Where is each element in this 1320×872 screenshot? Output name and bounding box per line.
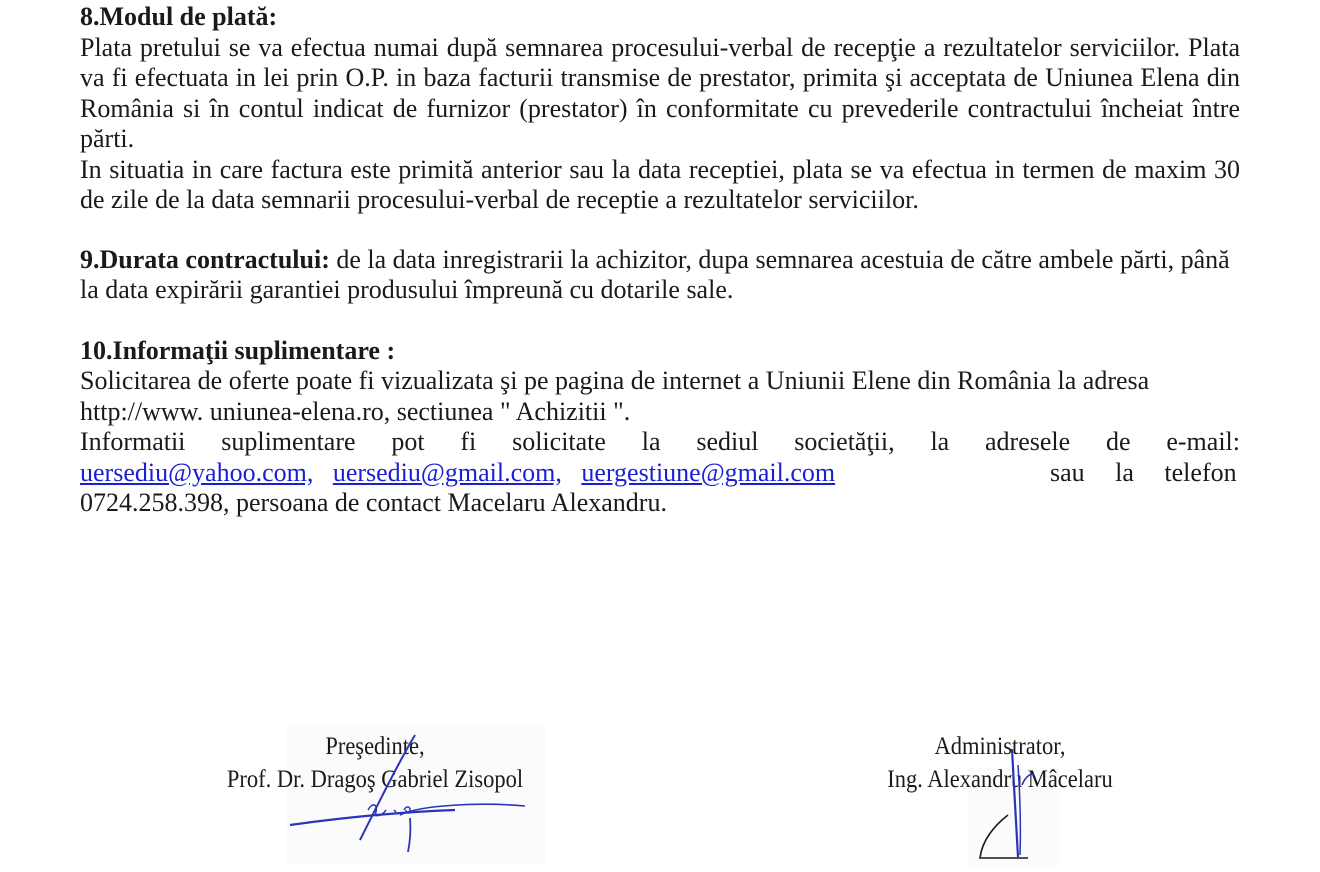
- section-8-paragraph-1: Plata pretului se va efectua numai după semnarea procesului-verbal de recepţie a rezultatelor serviciilor. Plata va fi efectuata in lei prin O.P. in baza facturii transmise de prestator, primita şi acceptata de Uniunea Elena din România si în contul indicat de furnizor (prestator) în conformitate cu prevederile contractului încheiat între părti.: [80, 32, 1240, 153]
- word: adresele: [985, 427, 1071, 456]
- contact-intro-line: [80, 427, 1240, 458]
- section-9-text: de la data inregistrarii la achizitor, dupa semnarea acestuia de către ambele părti, până la data expirării garantiei produsului împreună cu dotarile sale.: [80, 244, 1230, 304]
- signature-block-administrator: [784, 730, 1216, 796]
- word: pot: [391, 427, 425, 456]
- contact-phone-line: 0724.258.398, persoana de contact Macelaru Alexandru.: [80, 488, 667, 517]
- signature-block-president: [182, 730, 569, 796]
- section-8-paragraph-2: In situatia in care factura este primită anterior sau la data receptiei, plata se va efectua in termen de maxim 30 de zile de la data semnarii procesului-verbal de receptie a rezultatelor serviciilor.: [80, 154, 1240, 214]
- email-link-yahoo[interactable]: uersediu@yahoo.com,: [80, 457, 314, 487]
- email-line: [80, 458, 1240, 489]
- word: e-mail:: [1166, 427, 1240, 456]
- administrator-title: Administrator,: [934, 733, 1066, 760]
- after-emails-text: sau la telefon: [1050, 457, 1237, 487]
- section-8-heading: 8.Modul de plată:: [80, 2, 278, 31]
- email-group: [80, 458, 835, 489]
- word: de: [1106, 427, 1131, 456]
- email-link-gmail[interactable]: uersediu@gmail.com,: [332, 457, 562, 487]
- phone-prefix: [1050, 458, 1240, 489]
- word: sediul: [696, 427, 759, 456]
- email-link-gestiune[interactable]: uergestiune@gmail.com: [581, 457, 836, 487]
- administrator-name: Ing. Alexandru Mâcelaru: [887, 766, 1113, 793]
- word: Informatii: [80, 427, 186, 456]
- section-10-paragraph-1: Solicitarea de oferte poate fi vizualizata şi pe pagina de internet a Uniunii Elene din România la adresa http://www. uniunea-elena.ro, sectiunea " Achizitii ".: [80, 366, 1150, 426]
- word: suplimentare: [221, 427, 356, 456]
- word: la: [641, 427, 661, 456]
- word: solicitate: [512, 427, 606, 456]
- document-page: [80, 2, 1240, 519]
- word: fi: [460, 427, 477, 456]
- word: societăţii,: [794, 427, 895, 456]
- section-10-heading: 10.Informaţii suplimentare :: [80, 335, 396, 365]
- word: la: [930, 427, 950, 456]
- president-name: Prof. Dr. Dragoş Gabriel Zisopol: [226, 766, 524, 793]
- section-9-heading: 9.Durata contractului:: [80, 244, 330, 274]
- president-title: Preşedinte,: [325, 733, 425, 760]
- section-9-paragraph: [80, 245, 1240, 306]
